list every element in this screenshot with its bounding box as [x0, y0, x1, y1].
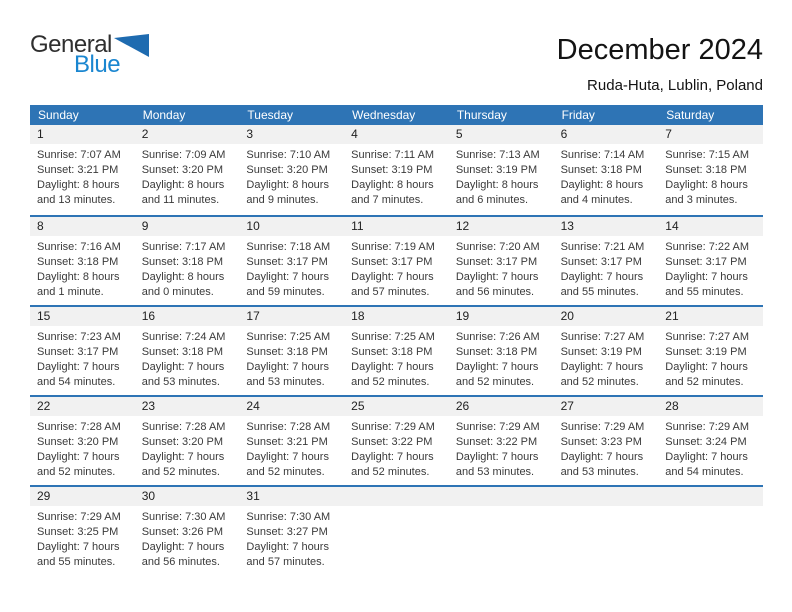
daylight-text: Daylight: 8 hours and 4 minutes.: [560, 179, 644, 206]
sunrise-text: Sunrise: 7:27 AM: [665, 331, 750, 343]
daylight-text: Daylight: 7 hours and 52 minutes.: [455, 361, 539, 388]
day-cell: [135, 416, 240, 480]
sunrise-text: Sunrise: 7:28 AM: [141, 421, 226, 433]
sunset-text: Sunset: 3:17 PM: [37, 346, 119, 358]
day-cell: [30, 416, 135, 480]
daylight-text: Daylight: 7 hours and 55 minutes.: [665, 271, 748, 298]
sunrise-text: Sunrise: 7:15 AM: [665, 149, 750, 161]
day-cell: [658, 416, 763, 480]
sunrise-text: Sunrise: 7:28 AM: [37, 421, 121, 433]
weekday-header-cell: Saturday: [666, 108, 715, 122]
sunrise-text: Sunrise: 7:22 AM: [665, 241, 750, 253]
sunrise-text: Sunrise: 7:29 AM: [351, 421, 435, 433]
sunset-text: Sunset: 3:19 PM: [665, 346, 747, 358]
day-number: 3: [246, 127, 254, 141]
day-number: 29: [37, 489, 51, 503]
sunset-text: Sunset: 3:18 PM: [455, 346, 538, 358]
sunset-text: Sunset: 3:17 PM: [246, 256, 328, 268]
sunset-text: Sunset: 3:20 PM: [141, 436, 224, 448]
daylight-text: Daylight: 7 hours and 59 minutes.: [246, 271, 329, 298]
day-number-band: [30, 307, 763, 326]
day-cell: [449, 144, 554, 208]
day-cell: [344, 416, 449, 480]
sunset-text: Sunset: 3:20 PM: [37, 436, 119, 448]
sunset-text: Sunset: 3:18 PM: [37, 256, 119, 268]
day-number: 27: [560, 399, 574, 413]
day-cell: [239, 416, 344, 480]
day-number: 23: [141, 399, 156, 413]
daylight-text: Daylight: 7 hours and 56 minutes.: [455, 271, 539, 298]
sunrise-text: Sunrise: 7:18 AM: [246, 241, 331, 253]
sunrise-text: Sunrise: 7:25 AM: [246, 331, 331, 343]
day-cell: [344, 144, 449, 208]
day-cell: [554, 236, 659, 300]
sunset-text: Sunset: 3:26 PM: [141, 526, 224, 538]
empty-day-number: [344, 487, 449, 506]
weekday-header-cell: Thursday: [456, 108, 507, 122]
empty-day-cell: [658, 506, 763, 570]
daylight-text: Daylight: 7 hours and 52 minutes.: [560, 361, 644, 388]
daylight-text: Daylight: 8 hours and 11 minutes.: [141, 179, 225, 206]
day-number: 25: [351, 399, 365, 413]
sunrise-text: Sunrise: 7:21 AM: [560, 241, 645, 253]
daylight-text: Daylight: 7 hours and 53 minutes.: [246, 361, 329, 388]
day-cell: [239, 144, 344, 208]
day-cell: [344, 326, 449, 390]
weekday-header-cell: Sunday: [38, 108, 79, 122]
weekday-header-row: [30, 105, 763, 125]
sunset-text: Sunset: 3:18 PM: [665, 164, 747, 176]
empty-day-cell: [554, 506, 659, 570]
daylight-text: Daylight: 8 hours and 1 minute.: [37, 271, 120, 298]
week-row: [30, 215, 763, 305]
empty-day-number: [554, 487, 659, 506]
weekday-header-cell: Tuesday: [247, 108, 294, 122]
day-number: 6: [560, 127, 568, 141]
day-number: 14: [665, 219, 679, 233]
day-cell: [449, 236, 554, 300]
sunrise-text: Sunrise: 7:27 AM: [560, 331, 645, 343]
sunrise-text: Sunrise: 7:29 AM: [560, 421, 645, 433]
sunrise-text: Sunrise: 7:29 AM: [37, 511, 121, 523]
sunset-text: Sunset: 3:23 PM: [560, 436, 642, 448]
day-number: 12: [455, 219, 470, 233]
day-number-band: [30, 125, 763, 144]
sunset-text: Sunset: 3:17 PM: [665, 256, 747, 268]
sunrise-text: Sunrise: 7:23 AM: [37, 331, 121, 343]
week-cells: [30, 506, 763, 570]
week-cells: [30, 416, 763, 480]
sunrise-text: Sunrise: 7:25 AM: [351, 331, 435, 343]
daylight-text: Daylight: 7 hours and 56 minutes.: [141, 541, 225, 568]
empty-day-cell: [344, 506, 449, 570]
sunset-text: Sunset: 3:19 PM: [560, 346, 642, 358]
day-cell: [30, 326, 135, 390]
week-cells: [30, 144, 763, 208]
sunrise-text: Sunrise: 7:17 AM: [141, 241, 226, 253]
daylight-text: Daylight: 7 hours and 52 minutes.: [351, 451, 434, 478]
day-cell: [135, 326, 240, 390]
weekday-header-cell: Friday: [561, 108, 595, 122]
sunset-text: Sunset: 3:19 PM: [455, 164, 538, 176]
day-number-band: [30, 217, 763, 236]
daylight-text: Daylight: 8 hours and 9 minutes.: [246, 179, 329, 206]
empty-day-cell: [449, 506, 554, 570]
day-number: 28: [665, 399, 679, 413]
day-cell: [554, 144, 659, 208]
sunset-text: Sunset: 3:20 PM: [246, 164, 328, 176]
sunset-text: Sunset: 3:20 PM: [141, 164, 224, 176]
day-number: 17: [246, 309, 260, 323]
day-number: 24: [246, 399, 260, 413]
daylight-text: Daylight: 7 hours and 54 minutes.: [665, 451, 748, 478]
day-cell: [135, 144, 240, 208]
weekday-header-cell: Wednesday: [352, 108, 416, 122]
sunset-text: Sunset: 3:18 PM: [351, 346, 433, 358]
day-number: 30: [141, 489, 156, 503]
daylight-text: Daylight: 7 hours and 52 minutes.: [246, 451, 329, 478]
daylight-text: Daylight: 7 hours and 57 minutes.: [246, 541, 329, 568]
sunrise-text: Sunrise: 7:09 AM: [141, 149, 226, 161]
week-row: [30, 125, 763, 215]
daylight-text: Daylight: 8 hours and 0 minutes.: [141, 271, 225, 298]
day-cell: [135, 236, 240, 300]
sunrise-text: Sunrise: 7:14 AM: [560, 149, 645, 161]
daylight-text: Daylight: 7 hours and 52 minutes.: [351, 361, 434, 388]
sunrise-text: Sunrise: 7:10 AM: [246, 149, 331, 161]
sunset-text: Sunset: 3:17 PM: [560, 256, 642, 268]
day-number: 16: [141, 309, 156, 323]
day-number: 10: [246, 219, 260, 233]
sunrise-text: Sunrise: 7:30 AM: [246, 511, 331, 523]
daylight-text: Daylight: 7 hours and 53 minutes.: [455, 451, 539, 478]
week-row: [30, 485, 763, 575]
daylight-text: Daylight: 8 hours and 3 minutes.: [665, 179, 748, 206]
calendar-table: [30, 105, 763, 575]
daylight-text: Daylight: 7 hours and 52 minutes.: [37, 451, 120, 478]
sunset-text: Sunset: 3:18 PM: [246, 346, 328, 358]
daylight-text: Daylight: 7 hours and 53 minutes.: [141, 361, 225, 388]
logo-general-text: General: [30, 31, 112, 58]
week-cells: [30, 236, 763, 300]
page-title: December 2024: [556, 34, 763, 66]
sunrise-text: Sunrise: 7:20 AM: [455, 241, 540, 253]
day-number: 15: [37, 309, 51, 323]
day-cell: [658, 326, 763, 390]
day-cell: [30, 506, 135, 570]
sunset-text: Sunset: 3:24 PM: [665, 436, 747, 448]
daylight-text: Daylight: 7 hours and 52 minutes.: [141, 451, 225, 478]
page-subtitle: Ruda-Huta, Lublin, Poland: [587, 77, 763, 94]
sunrise-text: Sunrise: 7:11 AM: [351, 149, 435, 161]
daylight-text: Daylight: 7 hours and 55 minutes.: [37, 541, 120, 568]
sunrise-text: Sunrise: 7:28 AM: [246, 421, 331, 433]
daylight-text: Daylight: 7 hours and 52 minutes.: [665, 361, 748, 388]
sunrise-text: Sunrise: 7:24 AM: [141, 331, 226, 343]
empty-day-number: [658, 487, 763, 506]
empty-day-number: [449, 487, 554, 506]
day-cell: [449, 326, 554, 390]
sunrise-text: Sunrise: 7:29 AM: [455, 421, 540, 433]
general-blue-logo: [30, 31, 149, 79]
day-cell: [658, 144, 763, 208]
sunset-text: Sunset: 3:22 PM: [455, 436, 538, 448]
daylight-text: Daylight: 7 hours and 55 minutes.: [560, 271, 644, 298]
sunset-text: Sunset: 3:17 PM: [455, 256, 538, 268]
daylight-text: Daylight: 8 hours and 7 minutes.: [351, 179, 434, 206]
sunrise-text: Sunrise: 7:13 AM: [455, 149, 540, 161]
sunrise-text: Sunrise: 7:19 AM: [351, 241, 435, 253]
sunset-text: Sunset: 3:25 PM: [37, 526, 119, 538]
day-cell: [449, 416, 554, 480]
day-number: 1: [37, 127, 44, 141]
day-number: 22: [37, 399, 51, 413]
sunset-text: Sunset: 3:21 PM: [37, 164, 119, 176]
day-cell: [239, 236, 344, 300]
sunrise-text: Sunrise: 7:30 AM: [141, 511, 226, 523]
daylight-text: Daylight: 8 hours and 6 minutes.: [455, 179, 539, 206]
logo-blue-text: Blue: [74, 51, 121, 78]
week-row: [30, 305, 763, 395]
sunset-text: Sunset: 3:27 PM: [246, 526, 328, 538]
day-cell: [554, 416, 659, 480]
week-cells: [30, 326, 763, 390]
day-number: 5: [455, 127, 463, 141]
day-cell: [344, 236, 449, 300]
day-cell: [135, 506, 240, 570]
day-number: 7: [665, 127, 672, 141]
sunset-text: Sunset: 3:18 PM: [141, 346, 224, 358]
day-cell: [239, 506, 344, 570]
sunset-text: Sunset: 3:18 PM: [141, 256, 224, 268]
day-number: 4: [351, 127, 358, 141]
sunrise-text: Sunrise: 7:29 AM: [665, 421, 750, 433]
day-number: 19: [455, 309, 470, 323]
day-number: 26: [455, 399, 470, 413]
day-number: 9: [141, 219, 149, 233]
day-cell: [239, 326, 344, 390]
sunrise-text: Sunrise: 7:26 AM: [455, 331, 540, 343]
week-row: [30, 395, 763, 485]
day-number: 18: [351, 309, 365, 323]
sunrise-text: Sunrise: 7:07 AM: [37, 149, 121, 161]
day-number: 21: [665, 309, 679, 323]
sunset-text: Sunset: 3:18 PM: [560, 164, 642, 176]
calendar-body: [30, 125, 763, 575]
day-number-band: [30, 487, 763, 506]
sunset-text: Sunset: 3:19 PM: [351, 164, 433, 176]
day-number-band: [30, 397, 763, 416]
daylight-text: Daylight: 8 hours and 13 minutes.: [37, 179, 120, 206]
day-number: 8: [37, 219, 44, 233]
day-cell: [658, 236, 763, 300]
day-number: 2: [141, 127, 149, 141]
sunrise-text: Sunrise: 7:16 AM: [37, 241, 121, 253]
day-number: 13: [560, 219, 574, 233]
sunset-text: Sunset: 3:22 PM: [351, 436, 433, 448]
sunset-text: Sunset: 3:17 PM: [351, 256, 433, 268]
daylight-text: Daylight: 7 hours and 53 minutes.: [560, 451, 644, 478]
day-number: 31: [246, 489, 260, 503]
day-cell: [30, 144, 135, 208]
day-cell: [30, 236, 135, 300]
weekday-header-cell: Monday: [142, 108, 186, 122]
sunset-text: Sunset: 3:21 PM: [246, 436, 328, 448]
day-cell: [554, 326, 659, 390]
daylight-text: Daylight: 7 hours and 57 minutes.: [351, 271, 434, 298]
day-number: 11: [351, 219, 364, 233]
daylight-text: Daylight: 7 hours and 54 minutes.: [37, 361, 120, 388]
day-number: 20: [560, 309, 574, 323]
